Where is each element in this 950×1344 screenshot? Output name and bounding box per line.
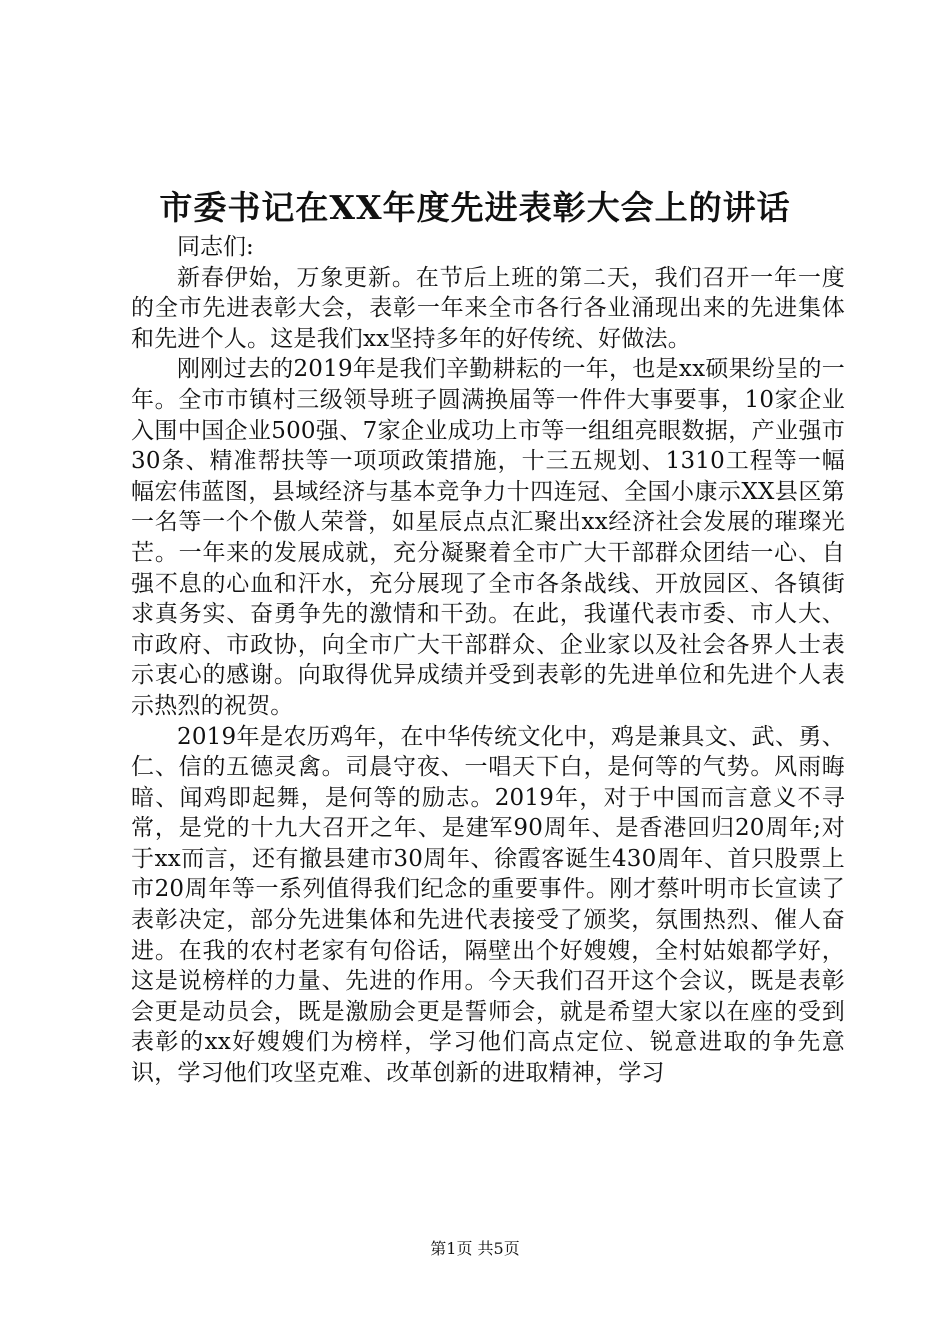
document-body bbox=[131, 232, 845, 1089]
document-title: 市委书记在XX年度先进表彰大会上的讲话 bbox=[159, 188, 791, 227]
salutation: 同志们: bbox=[177, 234, 254, 260]
paragraph-3: 2019年是农历鸡年，在中华传统文化中，鸡是兼具文、武、勇、仁、信的五德灵禽。司晨守夜、一唱天下白，是何等的气势。风雨晦暗、闻鸡即起舞，是何等的励志。2019年，对于中国而言意义不寻常，是党的十九大召开之年、是建军90周年、是香港回归20周年;对于xx而言，还有撤县建市30周年、徐霞客诞生430周年、首只股票上市20周年等一系列值得我们纪念的重要事件。刚才蔡叶明市长宣读了表彰决定，部分先进集体和先进代表接受了颁奖，氛围热烈、催人奋进。在我的农村老家有句俗话，隔壁出个好嫂嫂，全村姑娘都学好，这是说榜样的力量、先进的作用。今天我们召开这个会议，既是表彰会更是动员会，既是激励会更是誓师会，就是希望大家以在座的受到表彰的xx好嫂嫂们为榜样，学习他们高点定位、锐意进取的争先意识，学习他们攻坚克难、改革创新的进取精神，学习 bbox=[131, 723, 845, 1087]
page-number-footer: 第1页 共5页 bbox=[430, 1239, 520, 1258]
paragraph-1: 新春伊始，万象更新。在节后上班的第二天，我们召开一年一度的全市先进表彰大会，表彰一年来全市各行各业涌现出来的先进集体和先进个人。这是我们xx坚持多年的好传统、好做法。 bbox=[131, 264, 845, 352]
paragraph-2: 刚刚过去的2019年是我们辛勤耕耘的一年，也是xx硕果纷呈的一年。全市市镇村三级领导班子圆满换届等一件件大事要事，10家企业入围中国企业500强、7家企业成功上市等一组组亮眼数据，产业强市30条、精准帮扶等一项项政策措施，十三五规划、1310工程等一幅幅宏伟蓝图，县域经济与基本竞争力十四连冠、全国小康示XX县区第一名等一个个傲人荣誉，如星辰点点汇聚出xx经济社会发展的璀璨光芒。一年来的发展成就，充分凝聚着全市广大干部群众团结一心、自强不息的心血和汗水，充分展现了全市各条战线、开放园区、各镇街求真务实、奋勇争先的激情和干劲。在此，我谨代表市委、市人大、市政府、市政协，向全市广大干部群众、企业家以及社会各界人士表示衷心的感谢。向取得优异成绩并受到表彰的先进单位和先进个人表示热烈的祝贺。 bbox=[131, 356, 845, 719]
